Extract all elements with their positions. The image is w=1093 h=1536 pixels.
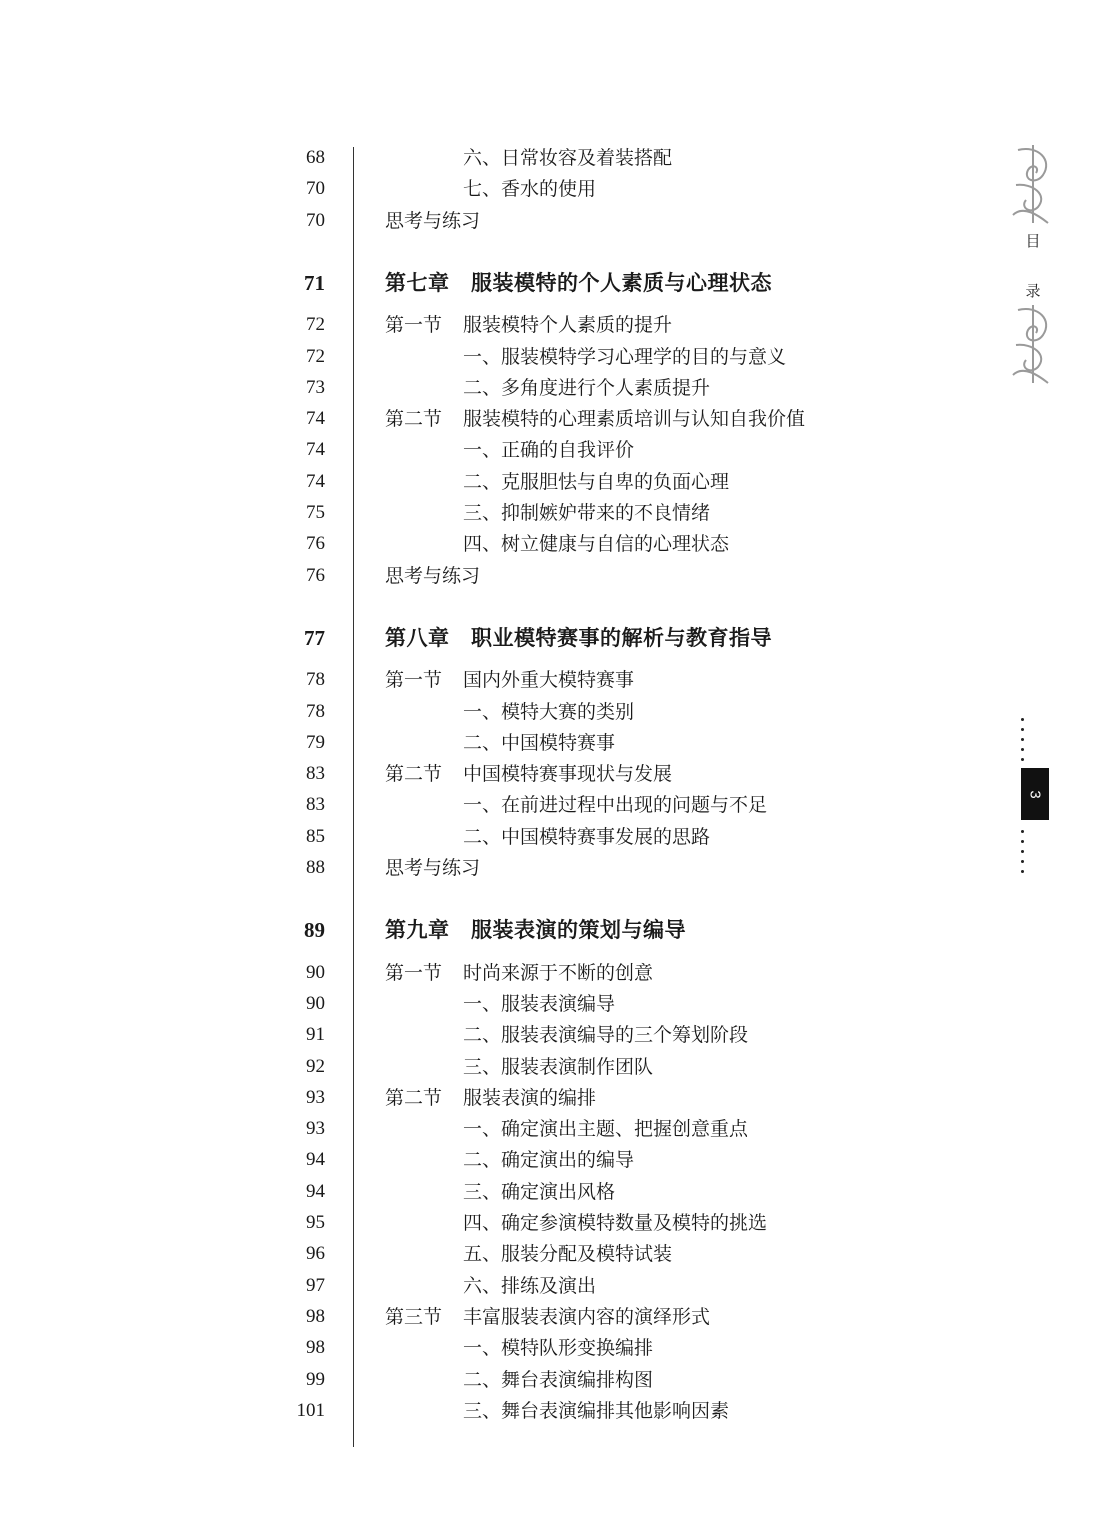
page-number: 88	[306, 857, 325, 878]
entry-title: 六、排练及演出	[463, 1274, 597, 1297]
entry-title: 时尚来源于不断的创意	[463, 961, 654, 984]
page-number: 94	[306, 1149, 325, 1171]
entry-title: 中国模特赛事现状与发展	[463, 763, 673, 786]
page-number: 74	[306, 439, 325, 461]
floral-ornament-top	[1008, 145, 1058, 225]
subsection-entry	[0, 1365, 900, 1395]
subsection-entry	[0, 174, 900, 204]
subsection-entry	[0, 1052, 900, 1082]
divider-line	[353, 147, 354, 1447]
subsection-entry	[0, 1333, 900, 1363]
entry-title: 二、克服胆怯与自卑的负面心理	[463, 470, 730, 493]
section-label: 第二节	[385, 763, 443, 786]
subsection-entry	[0, 1396, 900, 1426]
chapter-entry	[0, 623, 900, 653]
exercise-entry	[0, 561, 900, 591]
dotted-line-bottom	[1021, 830, 1025, 880]
subsection-entry	[0, 498, 900, 528]
page-number: 98	[306, 1305, 325, 1327]
entry-title: 服装模特的心理素质培训与认知自我价值	[463, 408, 806, 431]
page-number: 70	[306, 178, 325, 200]
entry-title: 六、日常妆容及着装搭配	[463, 147, 673, 169]
entry-title: 三、抑制嫉妒带来的不良情绪	[463, 502, 711, 524]
entry-title: 三、服装表演制作团队	[463, 1055, 654, 1078]
page-number: 74	[306, 470, 325, 492]
page-number: 92	[306, 1055, 325, 1077]
subsection-entry	[0, 1177, 900, 1207]
entry-title: 一、确定演出主题、把握创意重点	[463, 1118, 749, 1141]
page-number: 93	[306, 1086, 325, 1108]
page-number: 101	[296, 1399, 325, 1421]
page-number: 99	[306, 1368, 325, 1390]
section-entry	[0, 404, 900, 434]
page-number: 90	[306, 992, 325, 1014]
chapter-entry	[0, 915, 900, 945]
page-number: 75	[306, 502, 325, 523]
page-number: 72	[306, 345, 325, 367]
page-number: 77	[304, 625, 325, 650]
sidebar-char-mu: 目	[1025, 232, 1041, 250]
section-entry	[0, 958, 900, 988]
entry-title: 一、模特大赛的类别	[463, 700, 635, 723]
entry-title: 思考与练习	[385, 209, 481, 232]
subsection-entry	[0, 373, 900, 403]
entry-title: 职业模特赛事的解析与教育指导	[471, 624, 772, 650]
entry-title: 一、服装表演编导	[463, 992, 616, 1015]
entry-title: 三、舞台表演编排其他影响因素	[463, 1399, 730, 1422]
exercise-entry	[0, 206, 900, 236]
subsection-entry	[0, 529, 900, 559]
entry-title: 服装表演的编排	[463, 1086, 597, 1109]
section-label: 第二节	[385, 408, 443, 431]
subsection-entry	[0, 1145, 900, 1175]
page-number: 70	[306, 209, 325, 231]
page-number: 78	[306, 700, 325, 722]
subsection-entry	[0, 1239, 900, 1269]
page-number: 94	[306, 1180, 325, 1202]
exercise-entry	[0, 853, 900, 883]
entry-title: 二、确定演出的编导	[463, 1149, 635, 1172]
subsection-entry	[0, 989, 900, 1019]
section-label: 第一节	[385, 961, 443, 984]
section-entry	[0, 665, 900, 695]
subsection-entry	[0, 1114, 900, 1144]
entry-title: 一、正确的自我评价	[463, 439, 635, 462]
page-number: 95	[306, 1212, 325, 1233]
entry-title: 二、多角度进行个人素质提升	[463, 376, 711, 399]
entry-title: 服装模特个人素质的提升	[463, 314, 673, 337]
dotted-line-top	[1021, 718, 1025, 768]
page-number: 68	[306, 147, 325, 168]
page-number: 83	[306, 763, 325, 785]
page-number: 85	[306, 825, 325, 847]
entry-title: 四、确定参演模特数量及模特的挑选	[463, 1212, 768, 1234]
chapter-label: 第七章	[385, 269, 450, 295]
page-number: 3	[1026, 789, 1044, 799]
page-number: 74	[306, 408, 325, 430]
entry-title: 服装模特的个人素质与心理状态	[471, 269, 772, 295]
entry-title: 二、服装表演编导的三个筹划阶段	[463, 1024, 749, 1047]
entry-title: 二、舞台表演编排构图	[463, 1368, 654, 1391]
page-number: 93	[306, 1118, 325, 1140]
entry-title: 二、中国模特赛事发展的思路	[463, 825, 711, 848]
entry-title: 国内外重大模特赛事	[463, 669, 635, 692]
entry-title: 二、中国模特赛事	[463, 731, 616, 754]
section-label: 第一节	[385, 314, 443, 337]
entry-title: 服装表演的策划与编导	[471, 917, 686, 943]
chapter-entry	[0, 268, 900, 298]
section-entry	[0, 1083, 900, 1113]
section-label: 第二节	[385, 1086, 443, 1109]
entry-title: 七、香水的使用	[463, 178, 597, 201]
page-number: 78	[306, 669, 325, 691]
page-number: 76	[306, 533, 325, 555]
page-number: 83	[306, 794, 325, 816]
entry-title: 四、树立健康与自信的心理状态	[463, 533, 730, 556]
page-number: 76	[306, 564, 325, 586]
page-number: 91	[306, 1024, 325, 1046]
subsection-entry	[0, 467, 900, 497]
page-number: 97	[306, 1274, 325, 1296]
subsection-entry	[0, 790, 900, 820]
page-number: 71	[304, 270, 325, 295]
sidebar	[1006, 140, 1066, 900]
entry-title: 一、服装模特学习心理学的目的与意义	[463, 345, 787, 368]
entry-title: 思考与练习	[385, 564, 481, 587]
subsection-entry	[0, 1208, 900, 1238]
page-number: 90	[306, 961, 325, 983]
subsection-entry	[0, 435, 900, 465]
page-number-tab	[1021, 768, 1049, 820]
section-entry	[0, 1302, 900, 1332]
section-label: 第一节	[385, 669, 443, 692]
page-number: 96	[306, 1243, 325, 1265]
chapter-label: 第九章	[385, 917, 450, 943]
page-number: 98	[306, 1337, 325, 1359]
subsection-entry	[0, 728, 900, 758]
entry-title: 思考与练习	[385, 857, 481, 879]
entry-title: 五、服装分配及模特试装	[463, 1243, 673, 1266]
subsection-entry	[0, 697, 900, 727]
subsection-entry	[0, 1271, 900, 1301]
entry-title: 一、在前进过程中出现的问题与不足	[463, 794, 768, 817]
page-number: 73	[306, 376, 325, 398]
entry-title: 丰富服装表演内容的演绎形式	[463, 1305, 711, 1328]
section-label: 第三节	[385, 1305, 443, 1328]
subsection-entry	[0, 822, 900, 852]
chapter-label: 第八章	[385, 624, 450, 650]
subsection-entry	[0, 143, 900, 173]
sidebar-char-lu: 录	[1025, 282, 1041, 300]
page-number: 72	[306, 314, 325, 336]
section-entry	[0, 759, 900, 789]
subsection-entry	[0, 1020, 900, 1050]
entry-title: 三、确定演出风格	[463, 1180, 616, 1203]
subsection-entry	[0, 342, 900, 372]
page-number: 79	[306, 731, 325, 753]
section-entry	[0, 310, 900, 340]
page-number: 89	[304, 918, 325, 943]
floral-ornament-bottom	[1008, 305, 1058, 385]
entry-title: 一、模特队形变换编排	[463, 1337, 654, 1360]
